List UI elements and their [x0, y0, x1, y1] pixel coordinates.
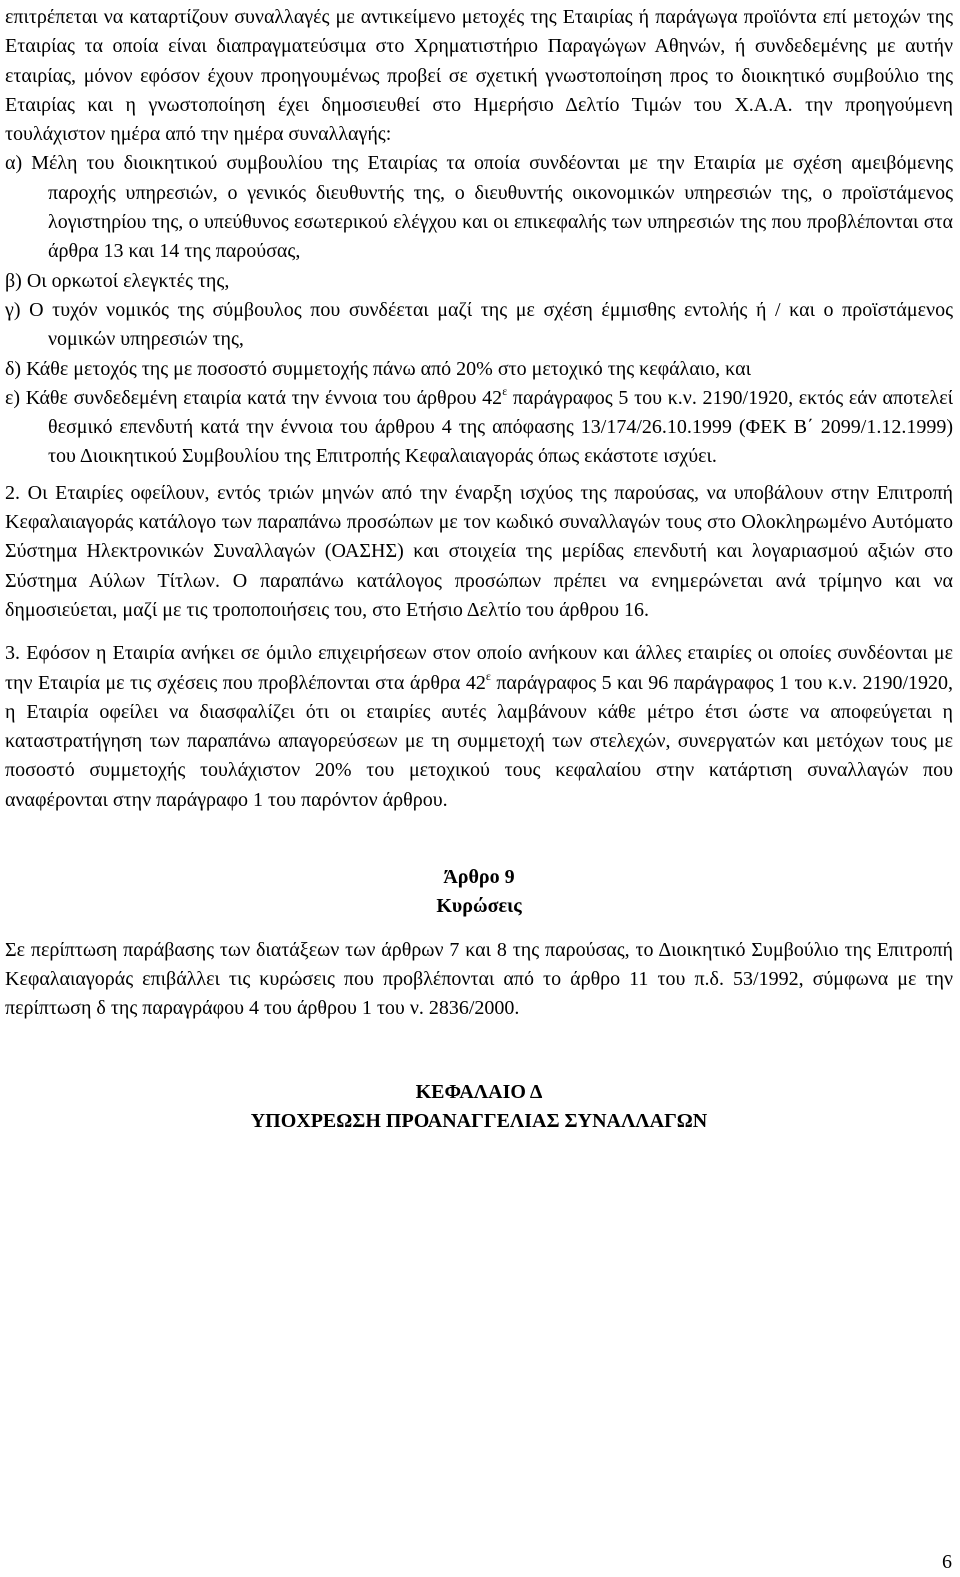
- list-item: [5, 384, 953, 472]
- list-item-text: Οι ορκωτοί ελεγκτές της,: [26, 269, 230, 292]
- list-marker: β): [5, 269, 22, 292]
- document-page: [5, 0, 953, 1577]
- paragraph-3-text: 3. Εφόσον η Εταιρία ανήκει σε όμιλο επιχειρήσεων στον οποίο ανήκουν και άλλες εταιρίες οι οποίες συνδέονται με την Εταιρία με τις σχέσεις που προβλέπονται στα άρθρα 42: [5, 642, 953, 694]
- list-marker: γ): [5, 298, 21, 321]
- list-marker: ε): [5, 386, 21, 409]
- list-item-text: Ο τυχόν νομικός της σύμβουλος που συνδέεται μαζί της με σχέση έμμισθης εντολής ή / και ο προϊστάμενος νομικών υπηρεσιών της,: [29, 298, 953, 351]
- list-item-text: Κάθε συνδεδεμένη εταιρία κατά την έννοια του άρθρου 42: [25, 386, 503, 409]
- paragraph-3: [5, 639, 953, 815]
- list-marker: δ): [5, 357, 22, 380]
- superscript: ε: [502, 383, 508, 398]
- paragraph-3-text: παράγραφος 5 και 96 παράγραφος 1 του κ.ν. 2190/1920, η Εταιρία οφείλει να διασφαλίζει ότι οι εταιρίες αυτές λαμβάνουν κάθε μέτρο έτσι ώστε να αποφεύγεται η καταστρατήγηση των παραπάνω απαγορεύσεων με τη συμμετοχή των στελεχών, συνεργατών και μετόχων τους με ποσοστό συμμετοχής τουλάχιστον 20% του μετοχικού τους κεφαλαίου στην κατάρτιση συναλλαγών που αναφέρονται στην παράγραφο 1 του παρόντον άρθρου.: [5, 671, 954, 811]
- list-item-text: Μέλη του διοικητικού συμβουλίου της Εταιρίας τα οποία συνδέονται με την Εταιρία με σχέση αμειβόμενης παροχής υπηρεσιών, ο γενικός διευθυντής της, ο διευθυντής οικονομικών υπηρεσιών της, ο προϊστάμενος λογιστηρίου της, ο υπεύθυνος εσωτερικού ελέγχου και οι επικεφαλής των υπηρεσιών της που προβλέπονται στα άρθρα 13 και 14 της παρούσας,: [31, 152, 953, 263]
- list-item: [5, 296, 953, 355]
- list-marker: α): [5, 152, 23, 175]
- chapter-number: ΚΕΦΑΛΑΙΟ Δ: [415, 1080, 543, 1103]
- superscript: ε: [485, 668, 491, 683]
- intro-paragraph: επιτρέπεται να καταρτίζουν συναλλαγές με αντικείμενο μετοχές της Εταιρίας ή παράγωγα προϊόντα επί μετοχών της Εταιρίας τα οποία είναι διαπραγματεύσιμα στο Χρηματιστήριο Παραγώγων Αθηνών, ή συνδεδεμένης με αυτήν εταιρίας, μόνον εφόσον έχουν προηγουμένως προβεί σε σχετική γνωστοποίηση προς το διοικητικό συμβούλιο της Εταιρίας και η γνωστοποίηση έχει δημοσιευθεί στο Ημερήσιο Δελτίο Τιμών του Χ.Α.Α. την προηγούμενη τουλάχιστον ημέρα από την ημέρα συναλλαγής:: [5, 6, 953, 146]
- article-title: Κυρώσεις: [436, 895, 522, 918]
- list-item: [5, 149, 953, 266]
- chapter-title: ΥΠΟΧΡΕΩΣΗ ΠΡΟΑΝΑΓΓΕΛΙΑΣ ΣΥΝΑΛΛΑΓΩΝ: [250, 1109, 708, 1132]
- list-item-text: παράγραφος 5 του κ.ν. 2190/1920, εκτός εάν αποτελεί θεσμικό επενδυτή κατά την έννοια του άρθρου 4 της απόφασης 13/174/26.10.1999 (ΦΕΚ Β΄ 2099/1.12.1999) του Διοικητικού Συμβουλίου της Επιτροπής Κεφαλαιαγοράς όπως εκάστοτε ισχύει.: [48, 386, 953, 468]
- list-item-text: Κάθε μετοχός της με ποσοστό συμμετοχής πάνω από 20% στο μετοχικό της κεφάλαιο, και: [26, 357, 751, 380]
- list-item: [5, 355, 953, 384]
- persons-list: [5, 149, 953, 471]
- article-body: Σε περίπτωση παράβασης των διατάξεων των άρθρων 7 και 8 της παρούσας, το Διοικητικό Συμβούλιο της Επιτροπή Κεφαλαιαγοράς επιβάλλει τις κυρώσεις που προβλέπονται από το άρθρο 11 του π.δ. 53/1992, σύμφωνα με την περίπτωση δ της παραγράφου 4 του άρθρου 1 του ν. 2836/2000.: [5, 938, 953, 1020]
- list-item: [5, 267, 953, 296]
- article-number: Άρθρο 9: [443, 866, 515, 889]
- page-number: 6: [942, 1551, 952, 1573]
- paragraph-2: 2. Οι Εταιρίες οφείλουν, εντός τριών μηνών από την έναρξη ισχύος της παρούσας, να υποβάλουν στην Επιτροπή Κεφαλαιαγοράς κατάλογο των παραπάνω προσώπων με τον κωδικό συναλλαγών τους στο Ολοκληρωμένο Αυτόματο Σύστημα Ηλεκτρονικών Συναλλαγών (ΟΑΣΗΣ) και στοιχεία της μερίδας επενδυτή και λογαριασμού αξιών στο Σύστημα Αύλων Τίτλων. Ο παραπάνω κατάλογος προσώπων πρέπει να ενημερώνεται ανά τρίμηνο και να δημοσιεύεται, μαζί με τις τροποποιήσεις του, στο Ετήσιο Δελτίο του άρθρου 16.: [5, 481, 953, 621]
